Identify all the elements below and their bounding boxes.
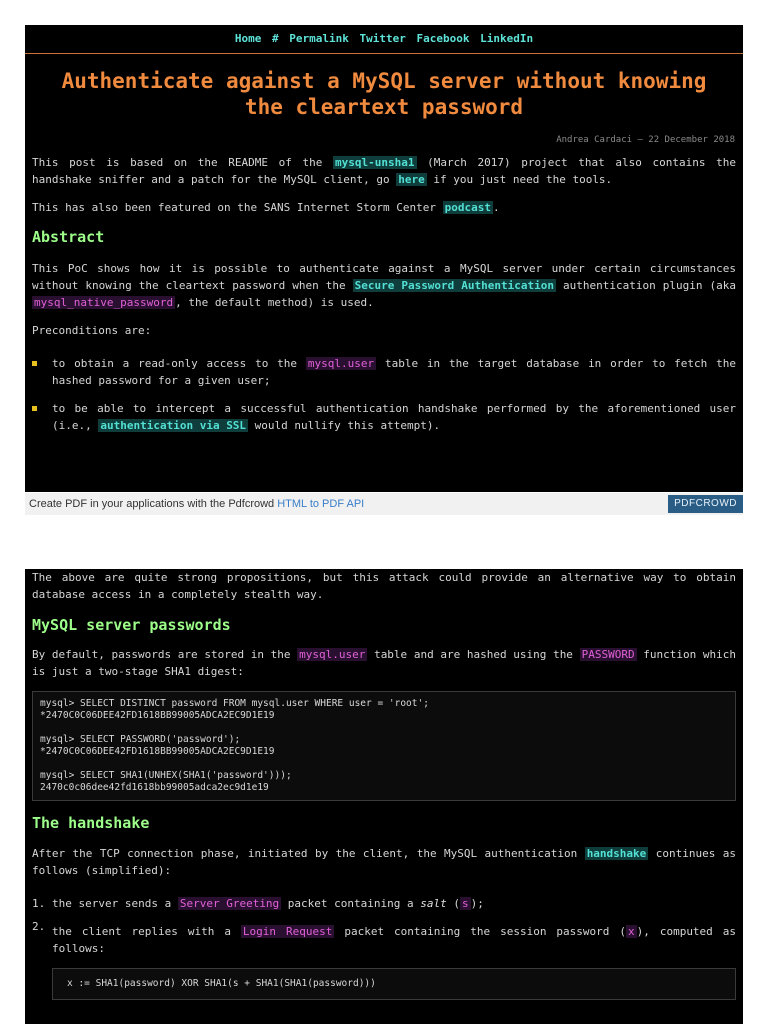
passwords-text: table and are hashed using the bbox=[367, 648, 580, 661]
intro-paragraph-1 bbox=[25, 154, 743, 188]
list-text: ), computed as follows: bbox=[52, 925, 737, 955]
nav-linkedin-link[interactable]: LinkedIn bbox=[480, 32, 534, 45]
mysql-user-code: mysql.user bbox=[307, 357, 375, 370]
handshake-text: After the TCP connection phase, initiated by the client, the MySQL authentication bbox=[32, 847, 585, 860]
code-line: mysql> SELECT SHA1(UNHEX(SHA1('password'))); bbox=[40, 770, 292, 781]
list-text: table in the target database in order to fetch the hashed password for a given user; bbox=[52, 357, 736, 387]
list-number: 2. bbox=[32, 920, 46, 933]
intro-text: (March 2017) project that also contains the handshake sniffer and a patch for the MySQL client, go bbox=[32, 156, 736, 186]
abstract-text: This PoC shows how it is possible to authenticate against a MySQL server under certain circumstances without knowing the cleartext password when the bbox=[32, 262, 736, 292]
handshake-steps-list bbox=[25, 895, 743, 957]
mysql-unsha1-link[interactable]: mysql-unsha1 bbox=[335, 156, 415, 169]
podcast-link[interactable]: podcast bbox=[444, 201, 491, 214]
footer-text: Create PDF in your applications with the Pdfcrowd bbox=[29, 498, 278, 510]
code-line-group bbox=[40, 698, 728, 722]
nav-home-link[interactable]: Home bbox=[234, 32, 262, 45]
list-text: ); bbox=[470, 897, 484, 910]
handshake-paragraph bbox=[25, 845, 743, 879]
server-greeting-code: Server Greeting bbox=[179, 897, 280, 910]
abstract-text: authentication plugin (aka bbox=[556, 279, 736, 292]
list-text: would nullify this attempt). bbox=[248, 419, 441, 432]
abstract-paragraph bbox=[25, 260, 743, 311]
abstract-heading: Abstract bbox=[32, 228, 105, 246]
sql-code-block bbox=[32, 691, 736, 801]
mysql-native-password-code: mysql_native_password bbox=[34, 296, 174, 309]
handshake-link[interactable]: handshake bbox=[586, 847, 647, 860]
code-line: *2470C0C06DEE42FD1618BB99005ADCA2EC9D1E19 bbox=[40, 746, 275, 757]
passwords-text: By default, passwords are stored in the bbox=[32, 648, 298, 661]
intro-text: This has also been featured on the SANS Internet Storm Center bbox=[32, 201, 443, 214]
intro-paragraph-2 bbox=[25, 199, 743, 216]
auth-via-ssl-link[interactable]: authentication via SSL bbox=[100, 419, 247, 432]
list-text: to be able to intercept a successful authentication handshake performed by the aforementioned user (i.e., bbox=[52, 402, 736, 432]
passwords-heading: MySQL server passwords bbox=[32, 616, 231, 634]
handshake-text: continues as follows (simplified): bbox=[32, 847, 736, 877]
list-text: packet containing a bbox=[281, 897, 421, 910]
list-text: ( bbox=[446, 897, 461, 910]
list-item bbox=[32, 895, 736, 912]
intro-text: This post is based on the README of the bbox=[32, 156, 334, 169]
page-title: Authenticate against a MySQL server without knowing the cleartext password bbox=[61, 69, 707, 119]
intro-text: . bbox=[492, 201, 500, 214]
password-function-code: PASSWORD bbox=[581, 648, 635, 661]
byline: Andrea Cardaci — 22 December 2018 bbox=[556, 135, 735, 145]
code-line: mysql> SELECT DISTINCT password FROM mysql.user WHERE user = 'root'; bbox=[40, 698, 429, 709]
list-text: the server sends a bbox=[52, 897, 178, 910]
nav-twitter-link[interactable]: Twitter bbox=[359, 32, 406, 45]
top-nav bbox=[25, 25, 743, 54]
list-item bbox=[52, 355, 736, 389]
pdfcrowd-footer bbox=[25, 493, 743, 515]
pdfcrowd-brand-button[interactable]: PDFCROWD bbox=[668, 495, 743, 513]
secure-password-auth-link[interactable]: Secure Password Authentication bbox=[354, 279, 555, 292]
list-text: to obtain a read-only access to the bbox=[52, 357, 306, 370]
passwords-text: function which is just a two-stage SHA1 digest: bbox=[32, 648, 737, 678]
salt-term: salt bbox=[420, 897, 447, 910]
nav-permalink-link[interactable]: Permalink bbox=[289, 32, 349, 45]
document-page-2 bbox=[25, 569, 743, 1024]
preconditions-label: Preconditions are: bbox=[32, 324, 152, 337]
passwords-paragraph bbox=[25, 646, 743, 680]
login-request-code: Login Request bbox=[242, 925, 333, 938]
intro-text: if you just need the tools. bbox=[426, 173, 613, 186]
nav-hash-link[interactable]: # bbox=[272, 32, 279, 45]
nav-facebook-link[interactable]: Facebook bbox=[416, 32, 470, 45]
list-number: 1. bbox=[32, 897, 46, 910]
document-page-1 bbox=[25, 25, 743, 492]
code-line: *2470C0C06DEE42FD1618BB99005ADCA2EC9D1E19 bbox=[40, 710, 275, 721]
salt-variable-code: s bbox=[462, 897, 469, 910]
list-text: the client replies with a bbox=[52, 925, 241, 938]
code-line-group bbox=[40, 734, 728, 758]
here-link[interactable]: here bbox=[398, 173, 425, 186]
closing-paragraph: The above are quite strong propositions, but this attack could provide an alternative way to obtain database access in a completely stealth way. bbox=[32, 571, 736, 601]
preconditions-list bbox=[25, 355, 743, 434]
session-password-variable-code: x bbox=[627, 925, 635, 938]
code-line: 2470c0c06dee42fd1618bb99005adca2ec9d1e19 bbox=[40, 782, 269, 793]
handshake-heading: The handshake bbox=[32, 814, 150, 832]
list-text: packet containing the session password ( bbox=[334, 925, 626, 938]
mysql-user-code: mysql.user bbox=[299, 648, 366, 661]
html-to-pdf-link[interactable]: HTML to PDF API bbox=[277, 498, 365, 510]
code-line-group bbox=[40, 770, 728, 794]
abstract-text: , the default method) is used. bbox=[175, 296, 374, 309]
code-line: mysql> SELECT PASSWORD('password'); bbox=[40, 734, 241, 745]
formula-code-block: x := SHA1(password) XOR SHA1(s + SHA1(SHA1(password))) bbox=[52, 968, 736, 1000]
list-item bbox=[52, 400, 736, 434]
list-item bbox=[32, 920, 737, 957]
